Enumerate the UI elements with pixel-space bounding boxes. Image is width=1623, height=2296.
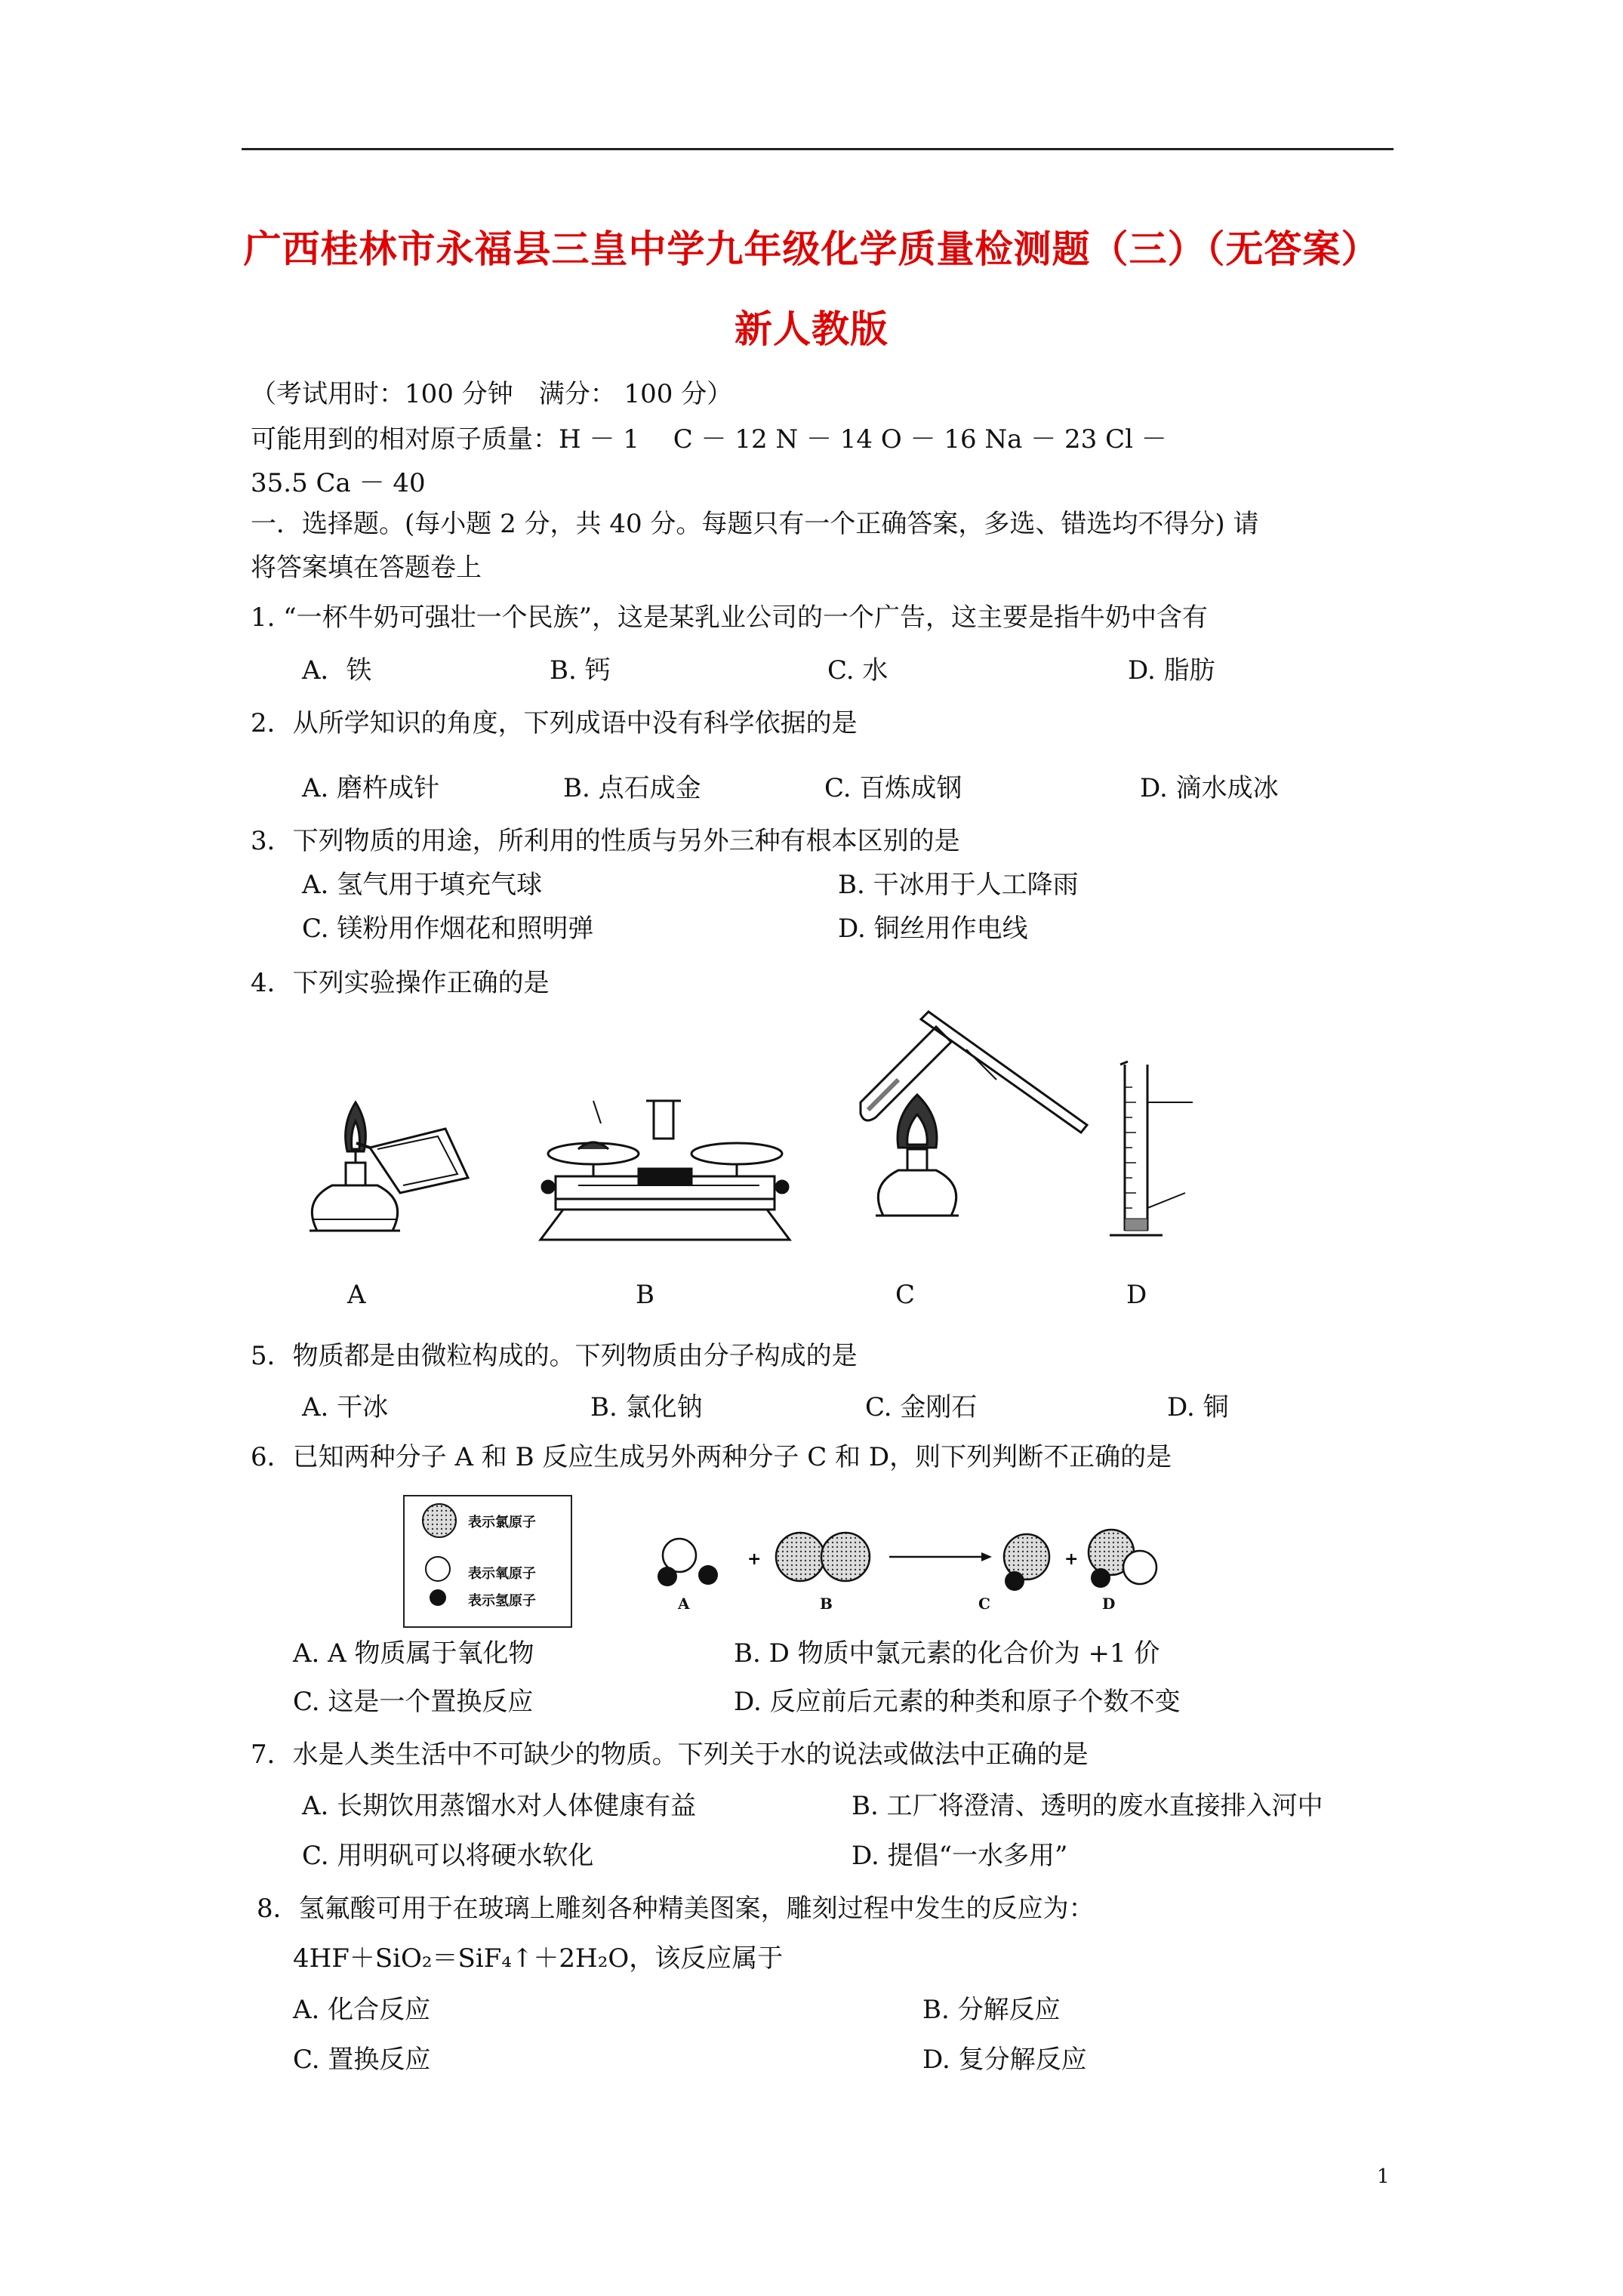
reaction-label-c: C <box>978 1595 990 1613</box>
atomic-mass-line-2: 35.5 Ca － 40 <box>251 468 426 498</box>
q3-option-b: B. 干冰用于人工降雨 <box>838 870 1079 900</box>
header-rule <box>242 148 1394 150</box>
reaction-label-d: D <box>1102 1595 1116 1613</box>
q6-option-b: B. D 物质中氯元素的化合价为 +1 价 <box>734 1638 1160 1669</box>
q3-option-a: A. 氢气用于填充气球 <box>302 870 543 900</box>
q7-option-b: B. 工厂将澄清、透明的废水直接排入河中 <box>852 1791 1323 1821</box>
question-2-stem: 2．从所学知识的角度，下列成语中没有科学依据的是 <box>251 708 858 738</box>
legend-oxygen: 表示氧原子 <box>468 1566 536 1582</box>
q2-option-c: C. 百炼成钢 <box>824 773 962 803</box>
q6-option-c: C. 这是一个置换反应 <box>293 1687 534 1717</box>
q1-option-b: B. 钙 <box>550 655 611 686</box>
page-subtitle: 新人教版 <box>735 307 888 351</box>
question-3-stem: 3．下列物质的用途，所利用的性质与另外三种有根本区别的是 <box>251 826 960 856</box>
page-number: 1 <box>1377 2165 1390 2188</box>
section-heading-1: 一．选择题。(每小题 2 分，共 40 分。每题只有一个正确答案，多选、错选均不得分) 请 <box>251 509 1259 539</box>
reaction-diagram <box>649 1518 1178 1608</box>
reaction-label-a: A <box>678 1595 690 1613</box>
svg-text:+: + <box>747 1549 762 1569</box>
question-8-stem: 8．氢氟酸可用于在玻璃上雕刻各种精美图案，雕刻过程中发生的反应为： <box>257 1894 1095 1924</box>
section-heading-2: 将答案填在答题卷上 <box>251 553 482 583</box>
q8-option-a: A. 化合反应 <box>293 1995 431 2025</box>
q8-option-b: B. 分解反应 <box>922 1995 1061 2025</box>
q5-option-b: B. 氯化钠 <box>590 1392 703 1422</box>
figure-label-d: D <box>1126 1280 1147 1310</box>
figure-b-balance <box>533 1071 797 1252</box>
q5-option-a: A. 干冰 <box>302 1392 389 1422</box>
question-6-stem: 6．已知两种分子 A 和 B 反应生成另外两种分子 C 和 D，则下列判断不正确的是 <box>251 1442 1172 1472</box>
question-7-stem: 7．水是人类生活中不可缺少的物质。下列关于水的说法或做法中正确的是 <box>251 1740 1089 1770</box>
figure-a-lamp-lighting <box>287 1080 483 1253</box>
figure-d-graduated-cylinder <box>1102 1057 1208 1253</box>
exam-time-score: （考试用时：100 分钟 满分： 100 分） <box>251 379 733 409</box>
q7-option-d: D. 提倡“一水多用” <box>852 1841 1068 1871</box>
legend-hydrogen: 表示氢原子 <box>468 1593 536 1609</box>
legend-chlorine: 表示氯原子 <box>468 1515 536 1530</box>
reaction-label-b: B <box>820 1595 833 1613</box>
q2-option-d: D. 滴水成冰 <box>1140 773 1279 803</box>
q2-option-a: A. 磨杵成针 <box>302 773 440 803</box>
q1-option-c: C. 水 <box>827 655 888 686</box>
question-8-equation: 4HF＋SiO₂＝SiF₄↑＋2H₂O，该反应属于 <box>293 1943 784 1974</box>
figure-label-b: B <box>636 1280 654 1310</box>
figure-label-a: A <box>347 1280 366 1310</box>
atomic-mass-line-1: 可能用到的相对原子质量：H － 1 C － 12 N － 14 O － 16 Na － 23 Cl － <box>251 424 1167 455</box>
q3-option-d: D. 铜丝用作电线 <box>838 914 1028 944</box>
page-title: 广西桂林市永福县三皇中学九年级化学质量检测题（三）（无答案） <box>243 227 1380 271</box>
q7-option-a: A. 长期饮用蒸馏水对人体健康有益 <box>302 1791 697 1821</box>
question-1-stem: 1. “一杯牛奶可强壮一个民族”，这是某乳业公司的一个广告，这主要是指牛奶中含有 <box>251 603 1209 633</box>
q1-option-a: A．铁 <box>302 655 372 686</box>
q3-option-c: C. 镁粉用作烟花和照明弹 <box>302 914 594 944</box>
svg-text:+: + <box>1064 1549 1079 1569</box>
q6-option-a: A. A 物质属于氧化物 <box>293 1638 534 1669</box>
q8-option-c: C. 置换反应 <box>293 2045 431 2075</box>
q5-option-c: C. 金刚石 <box>865 1392 978 1422</box>
q5-option-d: D. 铜 <box>1167 1392 1229 1422</box>
figure-c-heating-test-tube <box>845 966 1102 1253</box>
q2-option-b: B. 点石成金 <box>563 773 701 803</box>
question-5-stem: 5．物质都是由微粒构成的。下列物质由分子构成的是 <box>251 1341 858 1371</box>
q6-option-d: D. 反应前后元素的种类和原子个数不变 <box>734 1687 1181 1717</box>
q1-option-d: D. 脂肪 <box>1128 655 1215 686</box>
question-4-stem: 4．下列实验操作正确的是 <box>251 968 550 998</box>
q8-option-d: D. 复分解反应 <box>922 2045 1087 2075</box>
q7-option-c: C. 用明矾可以将硬水软化 <box>302 1841 594 1871</box>
figure-label-c: C <box>895 1280 916 1310</box>
